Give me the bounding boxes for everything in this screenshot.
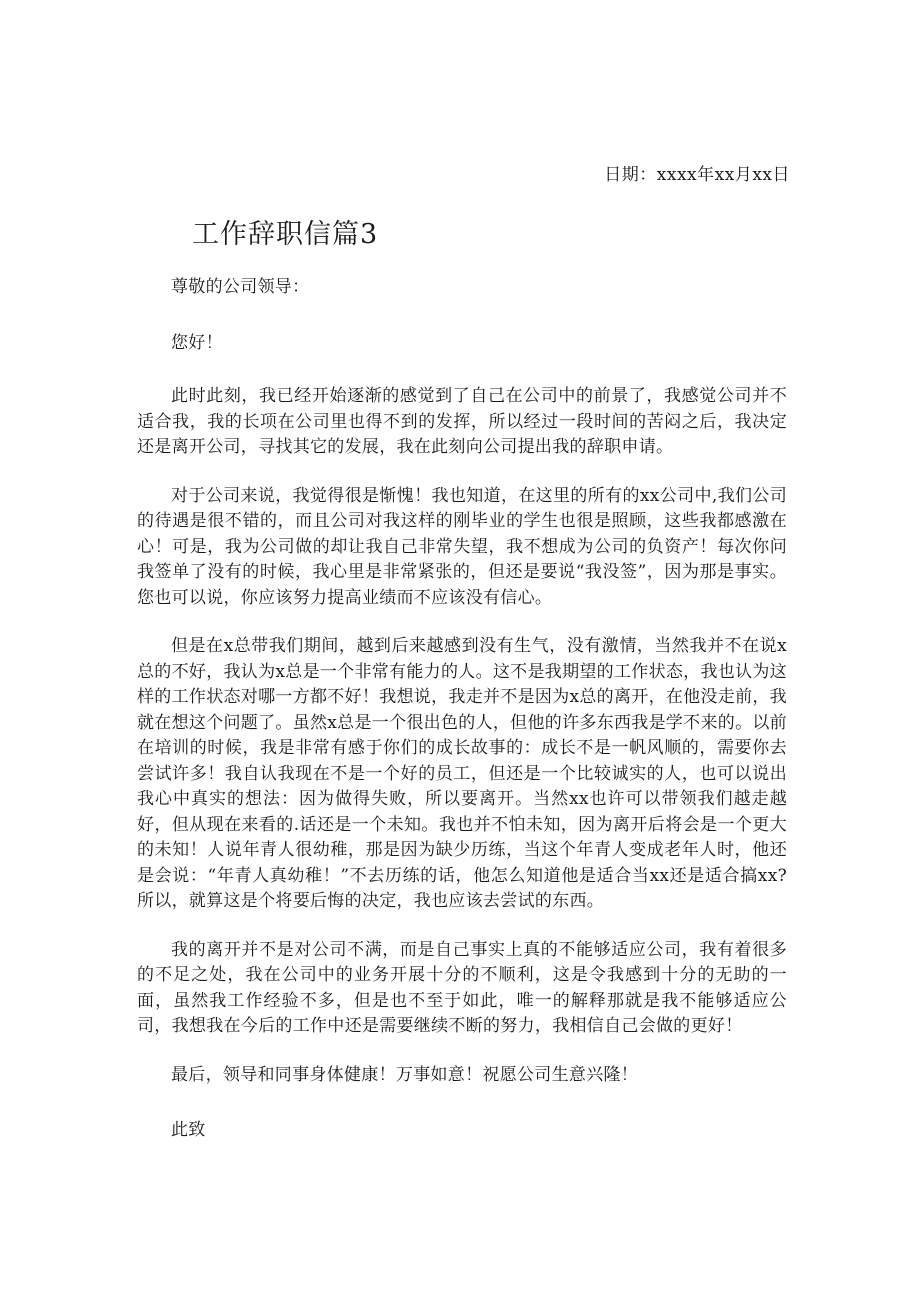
letter-body xyxy=(137,275,787,1167)
page-title: 工作辞职信篇3 xyxy=(192,219,379,250)
closing-wishes: 最后，领导和同事身体健康！万事如意！祝愿公司生意兴隆！ xyxy=(171,1064,639,1085)
sign-off: 此致 xyxy=(171,1120,206,1140)
paragraph: 此时此刻，我已经开始逐渐的感觉到了自己在公司中的前景了，我感觉公司并不适合我，我的长项在公司里也得不到的发挥，所以经过一段时间的苦闷之后，我决定还是离开公司，寻找其它的发展，我在此刻向公司提出我的辞职申请。 xyxy=(137,386,787,457)
greeting: 您好！ xyxy=(171,332,223,353)
date-line: 日期：xxxx年xx月xx日 xyxy=(604,165,790,185)
paragraph: 但是在x总带我们期间，越到后来越感到没有生气，没有激情，当然我并不在说x总的不好，我认为x总是一个非常有能力的人。这不是我期望的工作状态，我也认为这样的工作状态对哪一方都不好！我想说，我走并不是因为x总的离开，在他没走前，我就在想这个问题了。虽然x总是一个很出色的人，但他的许多东西我是学不来的。以前在培训的时候，我是非常有感于你们的成长故事的：成长不是一帆风顺的，需要你去尝试许多！我自认我现在不是一个好的员工，但还是一个比较诚实的人，也可以说出我心中真实的想法：因为做得失败，所以要离开。当然xx也许可以带领我们越走越好，但从现在来看的.话还是一个未知。我也并不怕未知，因为离开后将会是一个更大的未知！人说年青人很幼稚，那是因为缺少历练，当这个年青人变成老年人时，他还是会说：“年青人真幼稚！”不去历练的话，他怎么知道他是适合当xx还是适合搞xx?所以，就算这是个将要后悔的决定，我也应该去尝试的东西。 xyxy=(137,636,787,911)
paragraph: 对于公司来说，我觉得很是惭愧！我也知道，在这里的所有的xx公司中,我们公司的待遇是很不错的，而且公司对我这样的刚毕业的学生也很是照顾，这些我都感激在心！可是，我为公司做的却让我自己非常失望，我不想成为公司的负资产！每次你问我签单了没有的时候，我心里是非常紧张的，但还是要说“我没签”，因为那是事实。您也可以说，你应该努力提高业绩而不应该没有信心。 xyxy=(137,485,787,608)
salutation: 尊敬的公司领导： xyxy=(171,277,310,297)
paragraph: 我的离开并不是对公司不满，而是自己事实上真的不能够适应公司，我有着很多的不足之处，我在公司中的业务开展十分的不顺利，这是令我感到十分的无助的一面，虽然我工作经验不多，但是也不至于如此，唯一的解释那就是我不能够适应公司，我想我在今后的工作中还是需要继续不断的努力，我相信自己会做的更好！ xyxy=(137,939,787,1036)
